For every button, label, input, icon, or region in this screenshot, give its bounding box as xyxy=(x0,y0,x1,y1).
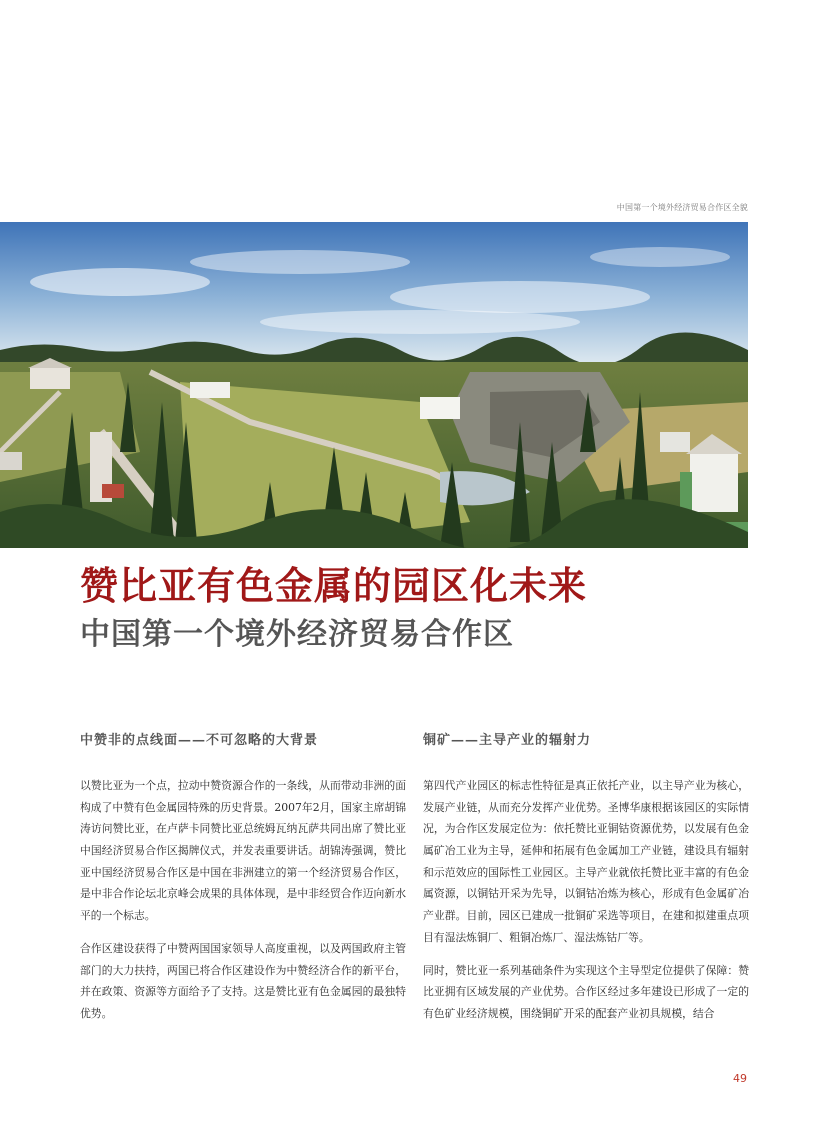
left-paragraph-1: 以赞比亚为一个点，拉动中赞资源合作的一条线，从而带动非洲的面构成了中赞有色金属园特殊的历史背景。2007年2月，国家主席胡锦涛访问赞比亚，在卢萨卡同赞比亚总统姆瓦纳瓦萨共同出席了赞比亚中国经济贸易合作区揭牌仪式，并发表重要讲话。胡锦涛强调，赞比亚中国经济贸易合作区是中国在非洲建立的第一个经济贸易合作区，是中非合作论坛北京峰会成果的具体体现，是中非经贸合作迈向新水平的一个标志。 xyxy=(80,778,406,923)
right-column xyxy=(423,733,749,1036)
left-section-heading: 中赞非的点线面——不可忽略的大背景 xyxy=(80,733,319,748)
page-number: 49 xyxy=(733,1072,747,1085)
right-paragraph-1: 第四代产业园区的标志性特征是真正依托产业，以主导产业为核心，发展产业链，从而充分发挥产业优势。圣博华康根据该园区的实际情况，为合作区发展定位为：依托赞比亚铜钴资源优势，以发展有色金属矿冶工业为主导，延伸和拓展有色金属加工产业链，建设具有辐射和示范效应的国际性工业园区。主导产业就依托赞比亚丰富的有色金属资源，以铜钴开采为先导，以铜钴冶炼为核心，形成有色金属矿冶产业群。目前，园区已建成一批铜矿采选等项目，在建和拟建重点项目有湿法炼铜厂、粗铜冶炼厂、湿法炼钴厂等。 xyxy=(423,778,749,944)
right-paragraph-2: 同时，赞比亚一系列基础条件为实现这个主导型定位提供了保障：赞比亚拥有区域发展的产业优势。合作区经过多年建设已形成了一定的有色矿业经济规模，围绕铜矿开采的配套产业初具规模，结合 xyxy=(423,963,749,1020)
panorama-illustration xyxy=(0,222,748,548)
running-header: 中国第一个境外经济贸易合作区全貌 xyxy=(616,203,748,212)
left-column xyxy=(80,733,406,1036)
left-paragraph-2: 合作区建设获得了中赞两国国家领导人高度重视，以及两国政府主管部门的大力扶持，两国已将合作区建设作为中赞经济合作的新平台，并在政策、资源等方面给予了支持。这是赞比亚有色金属园的最独特优势。 xyxy=(80,941,406,1020)
article-title: 赞比亚有色金属的园区化未来 xyxy=(80,564,588,608)
panorama-photo xyxy=(0,222,748,548)
article-subtitle: 中国第一个境外经济贸易合作区 xyxy=(80,617,514,652)
right-section-heading: 铜矿——主导产业的辐射力 xyxy=(423,733,592,748)
